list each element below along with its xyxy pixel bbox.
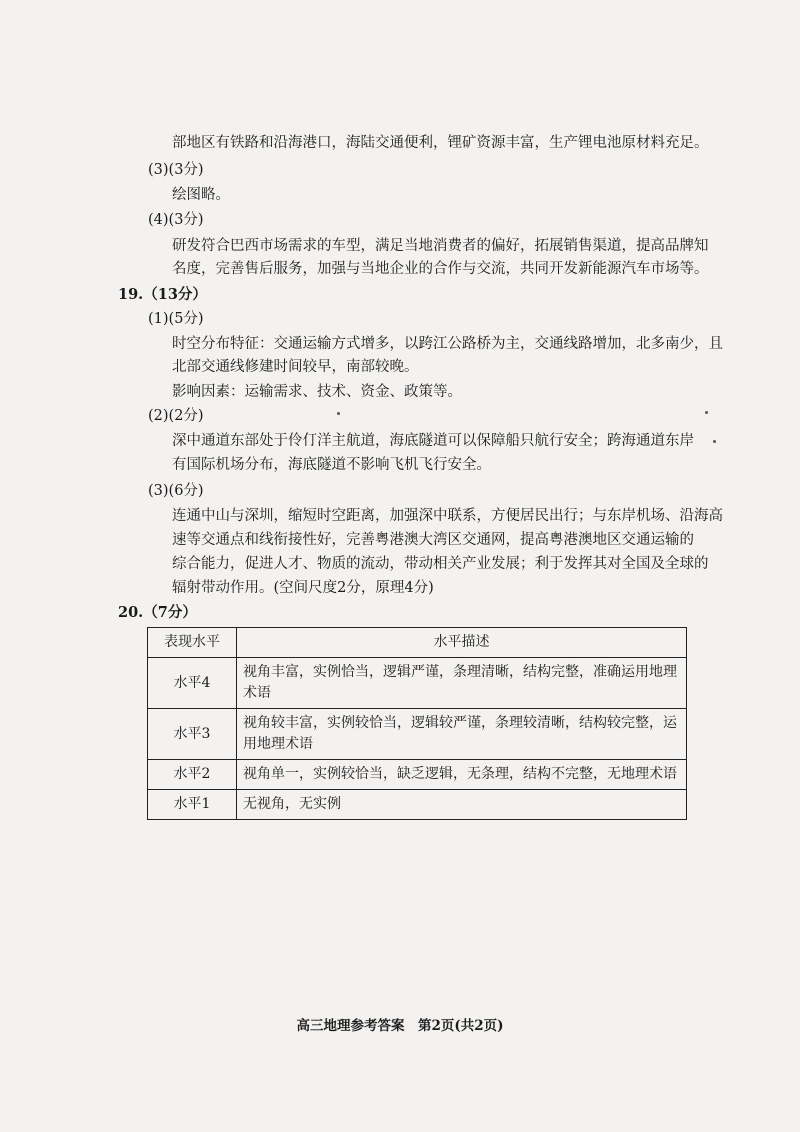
- table-cell-level: 水平1: [148, 790, 237, 820]
- table-cell-description: 视角单一，实例较恰当，缺乏逻辑，无条理，结构不完整，无地理术语: [237, 760, 687, 790]
- table-cell-description: 无视角，无实例: [237, 790, 687, 820]
- q19-3-answer-line1: 连通中山与深圳，缩短时空距离，加强深中联系，方便居民出行；与东岸机场、沿海高: [172, 508, 723, 524]
- table-cell-description: 视角较丰富，实例较恰当，逻辑较严谨，条理较清晰，结构较完整，运用地理术语: [237, 709, 687, 760]
- page-footer: 高三地理参考答案 第2页(共2页): [296, 1018, 504, 1034]
- table-cell-level: 水平3: [148, 709, 237, 760]
- q19-1-answer-line3: 影响因素：运输需求、技术、资金、政策等。: [172, 384, 462, 400]
- scan-speck: [337, 412, 340, 415]
- q18-4-answer-line1: 研发符合巴西市场需求的车型，满足当地消费者的偏好，拓展销售渠道，提高品牌知: [172, 238, 709, 254]
- q20-heading: 20.（7分）: [118, 604, 197, 621]
- scan-speck: [705, 411, 708, 414]
- q19-1-answer-line2: 北部交通线修建时间较早，南部较晚。: [172, 359, 419, 375]
- scoring-rubric-table: [147, 627, 687, 820]
- q18-4-answer-line2: 名度，完善售后服务，加强与当地企业的合作与交流，共同开发新能源汽车市场等。: [172, 261, 709, 277]
- table-row: [148, 709, 687, 760]
- q18-3-answer: 绘图略。: [172, 187, 230, 203]
- table-cell-level: 水平4: [148, 658, 237, 709]
- q18-3-heading: (3)(3分): [148, 162, 204, 178]
- q19-3-answer-line2: 速等交通点和线衔接性好，完善粤港澳大湾区交通网，提高粤港澳地区交通运输的: [172, 532, 694, 548]
- table-cell-level: 水平2: [148, 760, 237, 790]
- table-header-row: [148, 628, 687, 658]
- q19-3-heading: (3)(6分): [148, 483, 204, 499]
- q18-2-answer-tail: 部地区有铁路和沿海港口，海陆交通便利，锂矿资源丰富，生产锂电池原材料充足。: [172, 135, 709, 151]
- table-header-level: 表现水平: [148, 628, 237, 658]
- q19-2-answer-line2: 有国际机场分布，海底隧道不影响飞机飞行安全。: [172, 457, 491, 473]
- table-header-description: 水平描述: [237, 628, 687, 658]
- q19-2-heading: (2)(2分): [148, 408, 204, 424]
- scan-speck: [713, 440, 716, 443]
- table-row: [148, 658, 687, 709]
- table-cell-description: 视角丰富，实例恰当，逻辑严谨，条理清晰，结构完整，准确运用地理术语: [237, 658, 687, 709]
- q19-1-answer-line1: 时空分布特征：交通运输方式增多，以跨江公路桥为主，交通线路增加，北多南少，且: [172, 336, 723, 352]
- q19-3-answer-line3: 综合能力，促进人才、物质的流动，带动相关产业发展；利于发挥其对全国及全球的: [172, 556, 709, 572]
- q19-2-answer-line1: 深中通道东部处于伶仃洋主航道，海底隧道可以保障船只航行安全；跨海通道东岸: [172, 433, 694, 449]
- table-row: [148, 760, 687, 790]
- q19-heading: 19.（13分）: [118, 286, 207, 303]
- q19-1-heading: (1)(5分): [148, 311, 204, 327]
- q18-4-heading: (4)(3分): [148, 212, 204, 228]
- table-row: [148, 790, 687, 820]
- q19-3-answer-line4: 辐射带动作用。(空间尺度2分，原理4分): [172, 580, 434, 596]
